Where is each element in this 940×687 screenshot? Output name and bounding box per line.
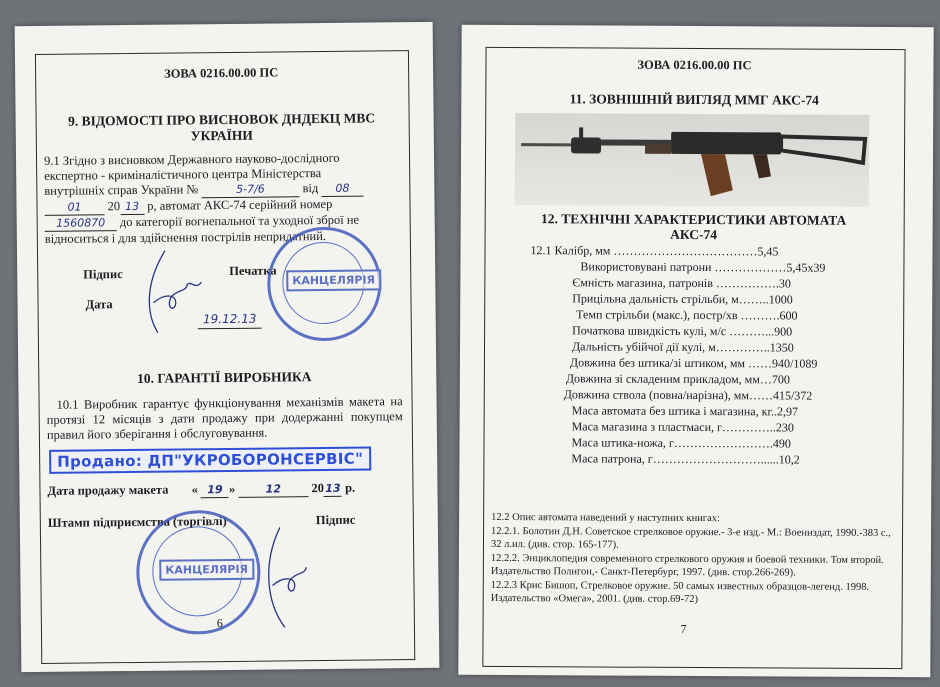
- reference-intro: 12.2 Опис автомата наведений у наступних книгах:: [491, 511, 720, 525]
- sold-stamp: Продано: ДП"УКРОБОРОНСЕРВІС": [49, 446, 371, 473]
- sale-date-row: Дата продажу макета « 19 » 12 2013 р.: [47, 480, 356, 498]
- section10-title: 10. ГАРАНТІЇ ВИРОБНИКА: [137, 369, 312, 386]
- left-header: ЗОВА 0216.00.00 ПС: [163, 65, 279, 81]
- sale-month: 12: [265, 482, 282, 496]
- conclusion-day: 08: [335, 181, 350, 195]
- rifle-icon: [515, 113, 869, 207]
- spec-row: 12.1 Калібр, мм ………………………………5,45: [530, 243, 779, 259]
- sale-day: 19: [207, 483, 223, 497]
- conclusion-year-field: [120, 199, 144, 215]
- section12-title-line1: 12. ТЕХНІЧНІ ХАРАКТЕРИСТИКИ АВТОМАТА: [540, 211, 847, 228]
- spec-row: Маса штика-ножа, г…………………….490: [571, 435, 791, 451]
- office-stamp-1: [267, 226, 382, 341]
- references-block: [491, 511, 891, 608]
- section9-year-prefix: 20: [107, 199, 121, 214]
- section9-title: 9. ВІДОМОСТІ ПРО ВИСНОВОК ДНДЕКЦ МВС УКРАЇНИ: [68, 110, 376, 144]
- reference-item: 12.2.3 Крис Бишоп, Стрелковое оружие. 50 самых известных образцов-легенд. 1998. Издательство «Омега», 2001. (див. стор.69-72): [490, 579, 870, 606]
- handwritten-signature-2: [256, 523, 337, 634]
- section9-line6: відноситься і для здійснення пострілів непридатний.: [44, 228, 327, 246]
- conclusion-day-field: [321, 181, 363, 197]
- sale-month-field: [238, 481, 308, 498]
- section12-title-line2: АКС-74: [670, 226, 718, 243]
- spec-row: Маса автомата без штика і магазина, кг..2,97: [571, 403, 799, 419]
- handwritten-signature-1: [135, 242, 226, 343]
- office-stamp-1-label: КАНЦЕЛЯРІЯ: [286, 269, 381, 291]
- company-stamp-label: Штамп підприємства (торгівлі): [47, 514, 227, 530]
- office-stamp-2: [136, 510, 261, 635]
- spec-row: Дальність убійчої дії кулі, м…………..1350: [571, 339, 794, 355]
- signature-label-2: Підпис: [315, 512, 356, 528]
- sale-date-label: Дата продажу макета: [47, 482, 169, 498]
- conclusion-month: 01: [67, 200, 82, 214]
- conclusion-month-field: [44, 199, 104, 216]
- section9-from-label: від: [302, 181, 319, 196]
- reference-item: 12.2.2. Энциклопедия современного стрелкового оружия и боевой техники. Том второй. Издательство Полигон,- Санкт-Петербург, 1997. (див. стор.266-269).: [490, 552, 884, 579]
- spec-row: Темп стрільби (макс.), постр/хв ……….600: [576, 307, 798, 323]
- spec-row: Початкова швидкість кулі, м/с ………...900: [572, 323, 793, 339]
- section9-line2: експертно - криміналістичного центра Міністерства: [44, 166, 322, 183]
- sale-year-field: [324, 481, 342, 497]
- spec-row: Використовувані патрони ………………5,45х39: [580, 259, 826, 275]
- conclusion-year: 13: [125, 199, 140, 214]
- spec-row: Довжина ствола (повна/нарізна), мм……415/372: [563, 387, 813, 403]
- date-label: Дата: [85, 297, 113, 312]
- left-page-number: 6: [216, 616, 223, 631]
- section9-line5-text: до категорії вогнепальної та уходної зброї не: [119, 212, 360, 230]
- serial-number-field: [45, 215, 117, 232]
- section9-line4-text: р, автомат АКС-74 серійний номер: [147, 196, 333, 213]
- sale-date-tail: р.: [344, 480, 356, 495]
- spec-row: Ємність магазина, патронів …………….30: [572, 275, 791, 291]
- sale-day-field: [201, 482, 229, 498]
- right-page: [458, 25, 933, 677]
- spec-row: Маса патрона, г………………………......10,2: [571, 451, 800, 467]
- left-page: [15, 22, 440, 672]
- spec-row: Довжина без штика/зі штиком, мм ……940/1089: [569, 355, 818, 371]
- section10-text: 10.1 Виробник гарантує функціонування механізмів макета на протязі 12 місяців з дати продажу при додержанні покупцем правил його зберігання і обслуговування.: [46, 394, 403, 442]
- signature-label: Підпис: [83, 267, 123, 282]
- conclusion-number: 5-7/6: [236, 182, 265, 196]
- section9-line3-text: внутрішніх справ України №: [44, 182, 199, 198]
- section11-title: 11. ЗОВНІШНІЙ ВИГЛЯД ММГ АКС-74: [569, 91, 819, 108]
- office-stamp-2-label: КАНЦЕЛЯРІЯ: [159, 559, 254, 581]
- section9-line1: 9.1 Згідно з висновком Державного науково-дослідного: [43, 150, 340, 168]
- serial-number: 1560870: [56, 216, 106, 230]
- section9-text: [44, 150, 405, 247]
- sale-year: 13: [325, 481, 341, 495]
- spec-row: Маса магазина з пластмаси, г…………..230: [571, 419, 794, 435]
- right-page-number: 7: [680, 621, 687, 636]
- seal-label: Печатка: [229, 263, 277, 278]
- sign-date: 19.12.13: [202, 311, 257, 327]
- rifle-photo: [515, 113, 869, 207]
- spec-row: Прицільна дальність стрільби, м……..1000: [572, 291, 793, 307]
- reference-item: 12.2.1. Болотин Д.Н. Советское стрелковое оружие.- 3-е изд.- М.: Воениздат, 1990.-383 с., 32 л.ил. (див. стор. 165-177).: [490, 525, 891, 551]
- right-header: ЗОВА 0216.00.00 ПС: [637, 57, 752, 73]
- conclusion-number-field: [201, 181, 299, 198]
- spec-row: Довжина зі складеним прикладом, мм…700: [565, 371, 790, 387]
